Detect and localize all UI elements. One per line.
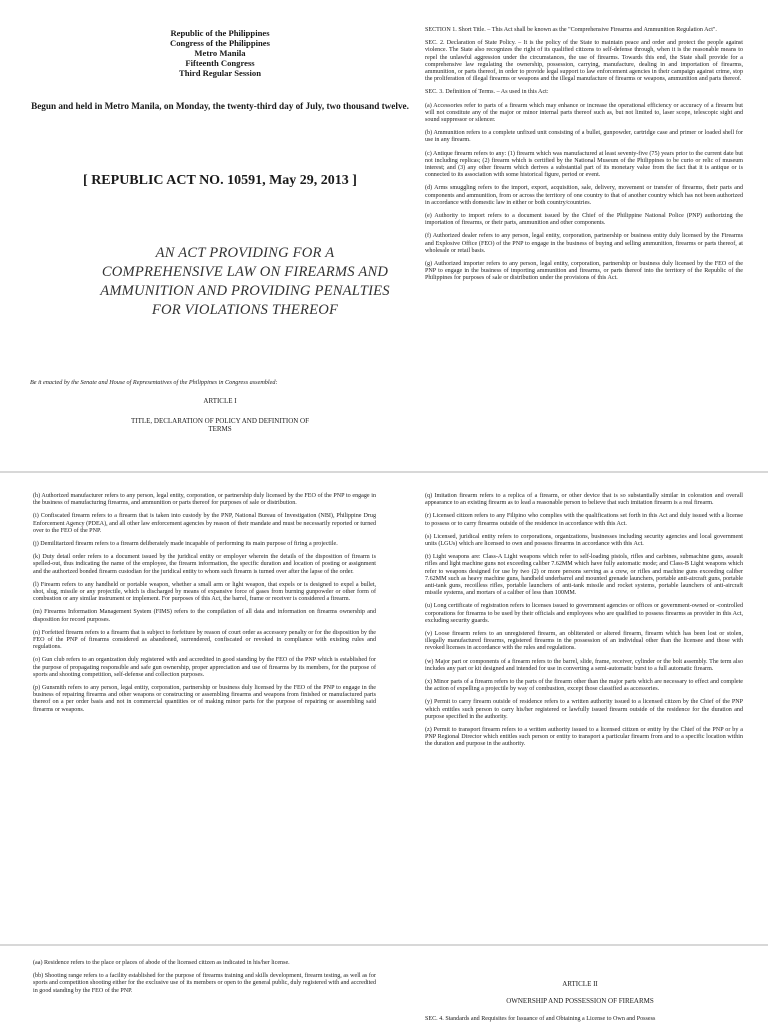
definition-paragraph: (v) Loose firearm refers to an unregistered firearm, an obliterated or altered firearm, firearm which has been lost or stolen, illegally manufactured firearms, registered firearms in the possession of an individual other than the licensee and those with revoked licenses in accordance with the rules and regulations. — [425, 631, 743, 652]
definition-paragraph: (b) Ammunition refers to a complete unfixed unit consisting of a bullet, gunpowder, cartridge case and primer or loaded shell for use in any firearm. — [425, 130, 743, 144]
section-paragraph: SEC. 3. Definition of Terms. – As used in this Act: — [425, 89, 549, 96]
header-line: Congress of the Philippines — [170, 38, 270, 48]
definition-paragraph: (bb) Shooting range refers to a facility established for the purpose of firearms training and skills development, firearm testing, as well as for sports and competition shooting either for the exclusive use of its members or open to the general public, duly registered with and accredited in good standing by the FEO of the PNP. — [33, 973, 377, 994]
definition-paragraph: (aa) Residence refers to the place or places of abode of the licensed citizen as indicated in his/her license. — [33, 960, 290, 966]
definition-paragraph: (u) Long certificate of registration refers to licenses issued to government agencies or offices or government-owned or -controlled corporations for firearms to be used by their officials and employees who are qualified to possess firearms as provider in this Act, excluding security guards. — [425, 603, 743, 624]
enacting-clause: Be it enacted by the Senate and House of Representatives of the Philippines in Congress assembled: — [30, 379, 278, 386]
article-label: ARTICLE II — [562, 980, 598, 988]
definition-paragraph: (r) Licensed citizen refers to any Filipino who complies with the qualifications set forth in this Act and duly issued with a license to possess or to carry firearms outside of the residence in accordance with this Act. — [425, 513, 743, 527]
definitions-column-right — [425, 493, 743, 755]
article-heading — [470, 980, 690, 1005]
header-line: Third Regular Session — [179, 68, 261, 78]
article-label: ARTICLE I — [203, 397, 237, 405]
definition-paragraph: (k) Duty detail order refers to a document issued by the juridical entity or employer wherein the details of the disposition of firearm is spelled-out, thus indicating the name of the employee, the firearm information, the specific duration and location of posting or assignment and the authorized bonded firearm custodian for the juridical entity to whom such firearm is turned over after the lapse of the order. — [33, 554, 376, 575]
issuing-body — [110, 28, 330, 78]
section-paragraph: SEC. 4. Standards and Requisites for Issuance of and Obtaining a License to Own and Possess — [425, 1016, 656, 1022]
definition-paragraph: (z) Permit to transport firearm refers to a written authority issued to a licensed citizen or entity by the Chief of the PNP or by a PNP Regional Director which entitles such person or entity to transport a particular firearm from and to a specific location within the duration and purpose in the authority. — [425, 727, 743, 748]
definition-paragraph: (n) Forfeited firearm refers to a firearm that is subject to forfeiture by reason of court order as accessory penalty or for the disposition by the FEO of the PNP of firearms considered as abandoned, surrendered, confiscated or revoked in compliance with existing rules and regulations. — [33, 629, 376, 651]
definition-paragraph: (t) Light weapons are: Class-A Light weapons which refer to self-loading pistols, rifles and carbines, submachine guns, assault rifles and light machine guns not exceeding caliber 7.62MM which have fully automatic mode; and Class-B Light weapons which refer to weapons designed for use by two (2) or more persons serving as a crew, or rifles and machine guns exceeding caliber 7.62MM such as heavy machine guns, handheld underbarrel and mounted grenade launchers, portable anti-aircraft guns, portable anti-tank guns, recoilless rifles, portable launchers of anti-tank missile and rocket systems, portable launchers of anti-aircraft missile systems, and mortars of a caliber of less than 100MM. — [425, 554, 743, 597]
session-statement: Begun and held in Metro Manila, on Monday, the twenty-third day of July, two thousand twelve. — [31, 101, 409, 111]
definition-paragraph: (j) Demilitarized firearm refers to a firearm deliberately made incapable of performing its main purpose of firing a projectile. — [33, 541, 338, 548]
article-title: TITLE, DECLARATION OF POLICY AND DEFINITION OF TERMS — [130, 416, 310, 433]
definition-paragraph: (i) Confiscated firearm refers to a firearm that is taken into custody by the PNP, National Bureau of Investigation (NBI), Philippine Drug Enforcement Agency (PDEA), and all other law enforcement agencies by reason of their mandate and must be necessarily reported or turned over to the FEO of the PNP. — [33, 513, 376, 534]
section-column — [425, 1016, 743, 1029]
header-line: Republic of the Philippines — [170, 28, 270, 38]
definition-paragraph: (h) Authorized manufacturer refers to any person, legal entity, corporation, or partnership duly licensed by the FEO of the PNP to engage in the business of manufacturing firearms, and ammunition or parts thereof for purposes of sale or distribution. — [33, 493, 376, 507]
definition-paragraph: (p) Gunsmith refers to any person, legal entity, corporation, partnership or business duly licensed by the FEO of the PNP to engage in the business of repairing firearms and other weapons or constructing or assembling firearms and weapons from finished or manufactured parts thereof on a per order basis and not in commercial quantities or of making minor parts for the purpose of repairing or assembling said firearms or weapons. — [33, 685, 376, 713]
definition-paragraph: (f) Authorized dealer refers to any person, legal entity, corporation, partnership or business entity duly licensed by the Firearms and Explosive Office (FEO) of the PNP to engage in the business of buying and selling ammunition, firearms or parts thereof, at wholesale or retail basis. — [425, 233, 743, 254]
act-title: AN ACT PROVIDING FOR A COMPREHENSIVE LAW ON FIREARMS AND AMMUNITION AND PROVIDING PENALTIES FOR VIOLATIONS THEREOF — [100, 245, 390, 318]
definition-paragraph: (y) Permit to carry firearm outside of residence refers to a written authority issued to a licensed citizen by the Chief of the PNP which entitles such person to carry his/her registered or lawfully issued firearm outside of the residence for the duration and purpose specified in the authority. — [425, 699, 743, 720]
definition-paragraph: (c) Antique firearm refers to any: (1) firearm which was manufactured at least seventy-five (75) years prior to the current date but not including replicas; (2) firearm which is certified by the National Museum of the Philippines to be curio or relic of museum interest; and (3) any other firearm which derives a substantial part of its monetary value from the fact that it is antique or is connected to its association with some historical figure, period or event. — [425, 150, 743, 179]
page-divider — [0, 471, 768, 473]
page-divider — [0, 944, 768, 946]
section-paragraph: SEC. 2. Declaration of State Policy. – It is the policy of the State to maintain peace and order and protect the people against violence. The State also recognizes the right of its qualified citizens to self-defense through, when it is the reasonable means to repel the unlawful aggression under the circumstances, the use of firearms. Towards this end, the State shall provide for a comprehensive law regulating the ownership, possession, carrying, manufacture, dealing in and importation of firearms, ammunition, or parts thereof, in order to provide legal support to law enforcement agencies in their campaign against crime, stop the proliferation of illegal firearms or weapons and the illegal manufacture of firearms or weapons, ammunition and parts thereof. — [425, 40, 743, 83]
section-column — [425, 27, 743, 289]
header-line: Metro Manila — [194, 48, 246, 58]
definition-paragraph: (q) Imitation firearm refers to a replica of a firearm, or other device that is so substantially similar in coloration and overall appearance to an existing firearm as to lead a reasonable person to believe that such imitation firearm is a real firearm. — [425, 493, 743, 507]
definition-paragraph: (m) Firearms Information Management System (FIMS) refers to the compilation of all data and information on firearms ownership and disposition for record purposes. — [33, 609, 376, 623]
definition-paragraph: (g) Authorized importer refers to any person, legal entity, corporation, partnership or business duly licensed by the FEO of the PNP to engage in the business of importing ammunition and firearms, or parts thereof into the territory of the Republic of the Philippines for purposes of sale or distribution under the provisions of this Act. — [425, 261, 743, 282]
article-title: OWNERSHIP AND POSSESSION OF FIREARMS — [506, 996, 654, 1005]
section-paragraph: SECTION 1. Short Title. – This Act shall be known as the "Comprehensive Firearms and Ammunition Regulation Act". — [425, 27, 717, 33]
definitions-column-bottom — [33, 960, 376, 1001]
definition-paragraph: (s) Licensed, juridical entity refers to corporations, organizations, businesses including security agencies and local government units (LGUs) which are licensed to own and possess firearms in accordance with this Act. — [425, 533, 743, 548]
definition-paragraph: (d) Arms smuggling refers to the import, export, acquisition, sale, delivery, movement or transfer of firearms, their parts and components and ammunition, from or across the territory of one country to that of another country which has not been authorized in accordance with domestic law in either or both country/countries. — [425, 185, 743, 206]
definition-paragraph: (w) Major part or components of a firearm refers to the barrel, slide, frame, receiver, cylinder or the bolt assembly. The term also includes any part or kit designed and intended for use in converting a semi-automatic burst to a full automatic firearm. — [425, 658, 743, 672]
header-line: Fifteenth Congress — [185, 58, 255, 68]
definition-paragraph: (x) Minor parts of a firearm refers to the parts of the firearm other than the major parts which are necessary to effect and complete the action of expelling a projectile by way of combustion, except those classified as accessories. — [425, 679, 743, 693]
definition-paragraph: (a) Accessories refer to parts of a firearm which may enhance or increase the operational efficiency or accuracy of a firearm but will not constitute any of the major or minor internal parts thereof such as, but not limited to, laser scope, telescopic sight and sound suppressor or silencer. — [425, 102, 743, 124]
definition-paragraph: (o) Gun club refers to an organization duly registered with and accredited in good standing by the FEO of the PNP which is established for the purpose of propagating responsible and safe gun ownership, proper appreciation and use of firearms by its members, for the purpose of sports and shooting competition, self-defense and collection purposes. — [33, 657, 376, 678]
article-heading — [130, 397, 310, 434]
definition-paragraph: (e) Authority to import refers to a document issued by the Chief of the Philippine National Police (PNP) authorizing the importation of firearms, or their parts, ammunition and other components. — [425, 213, 743, 227]
definition-paragraph: (l) Firearm refers to any handheld or portable weapon, whether a small arm or light weapon, that expels or is designed to expel a bullet, shot, slug, missile or any projectile, which is discharged by means of expansive force of gases from burning gunpowder or other form of combustion or any similar instrument or implement. For purposes of this Act, the barrel, frame or receiver is considered a firearm. — [33, 581, 376, 603]
definitions-column-left — [33, 493, 376, 720]
republic-act-number: [ REPUBLIC ACT NO. 10591, May 29, 2013 ] — [83, 173, 357, 188]
